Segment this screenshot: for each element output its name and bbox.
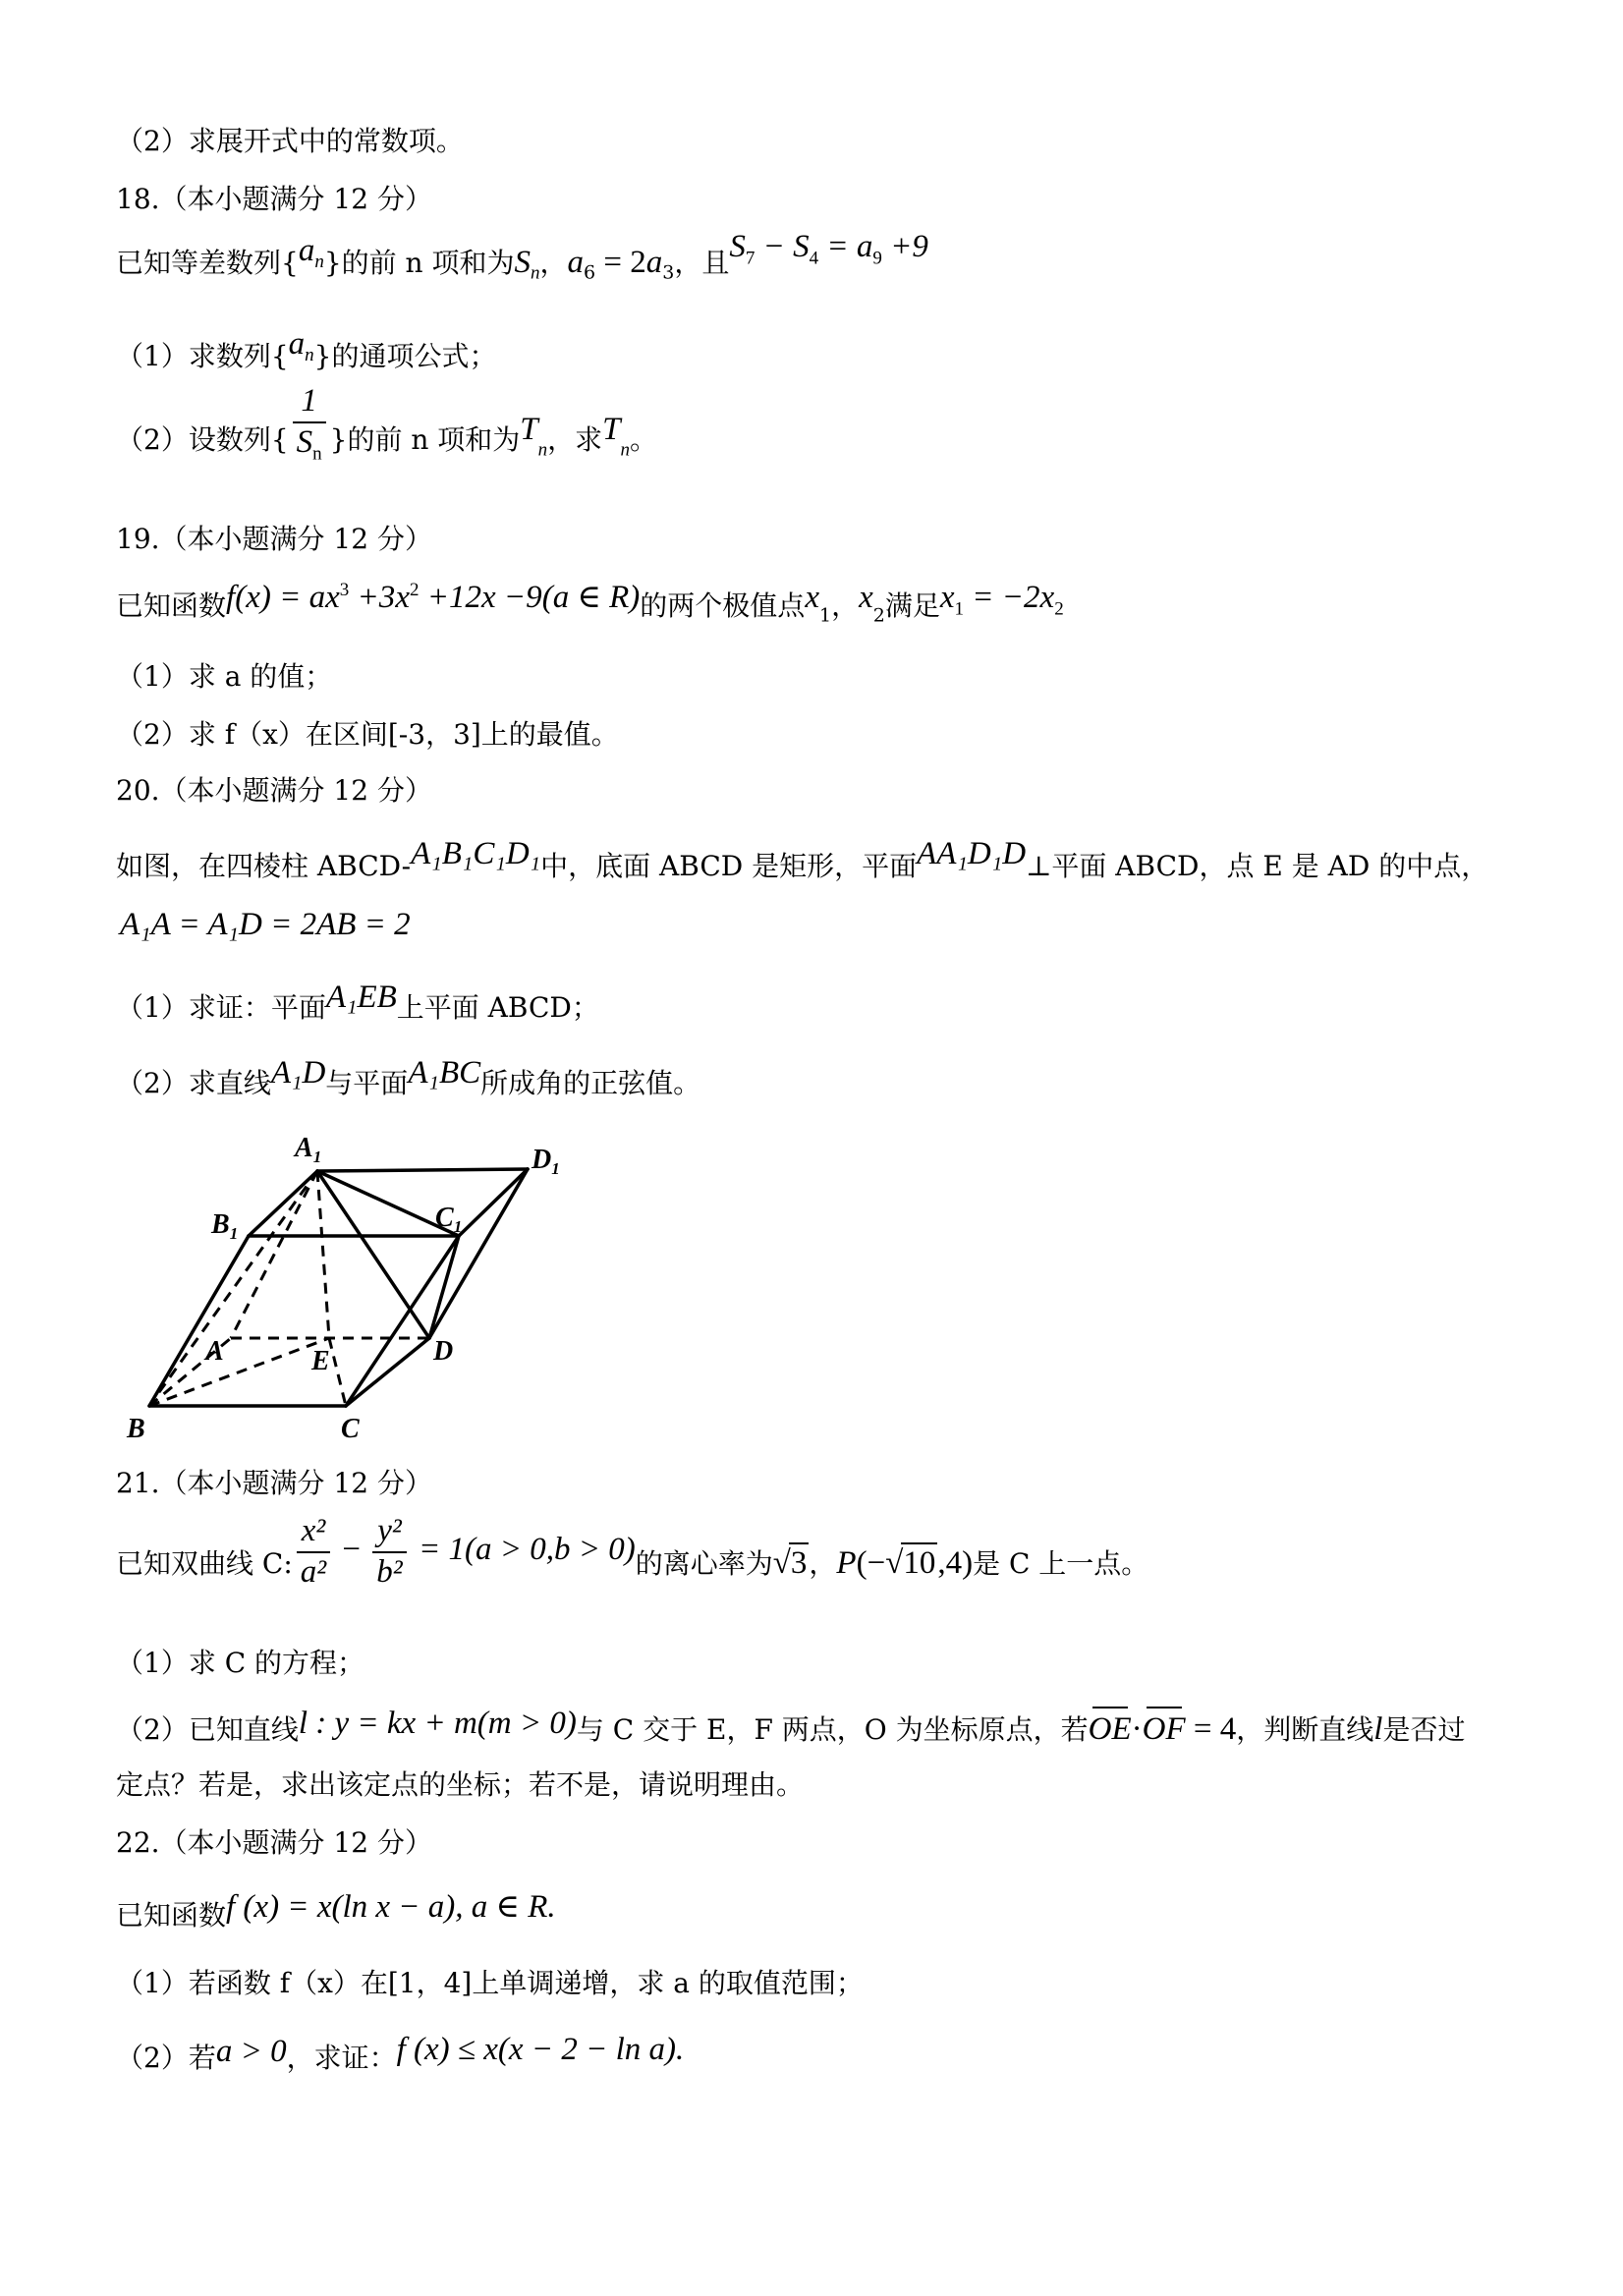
- q20-part1: （1）求证：平面A₁EB上平面 ABCD；: [116, 980, 599, 1024]
- q17-part2: （2）求展开式中的常数项。: [116, 125, 464, 157]
- edge-C1C: [346, 1236, 459, 1406]
- q20-heading: 20.（本小题满分 12 分）: [116, 774, 432, 807]
- q18-stem: 已知等差数列$\{a_n\}$的前 n 项和为$S_n$，$a_6 = 2a_3$，且$S_7 - S_4 = a_9 +9$: [116, 229, 928, 284]
- edge-A1A-hidden: [231, 1171, 317, 1338]
- q21-part2: （2）已知直线l : y = kx + m(m > 0)与 C 交于 E，F 两点，O 为坐标原点，若OE·OF = 4，判断直线l是否过: [116, 1710, 1465, 1750]
- edge-D1D: [429, 1169, 528, 1338]
- q21-part2-cont: 定点？若是，求出该定点的坐标；若不是，请说明理由。: [116, 1768, 805, 1801]
- q21-heading: 21.（本小题满分 12 分）: [116, 1467, 432, 1499]
- edge-BE-hidden: [149, 1338, 329, 1406]
- q19-heading: 19.（本小题满分 12 分）: [116, 523, 432, 555]
- label-D: D: [433, 1336, 454, 1367]
- q22-part1: （1）若函数 f（x）在[1，4]上单调递增，求 a 的取值范围；: [116, 1967, 864, 1999]
- q19-stem: 已知函数$f(x) = ax^3 +3x^2 +12x -9(a$ ∈ R)的两个极值点$x_1$，$x_2$满足$x_1 = -2x_2$: [116, 580, 1064, 627]
- q20-condition: A₁A = A₁D = 2AB = 2: [120, 907, 411, 942]
- q20-stem: 如图，在四棱柱 ABCD-A₁B₁C₁D₁中，底面 ABCD 是矩形，平面AA₁D₁D⊥平面 ABCD，点 E 是 AD 的中点，: [116, 836, 1489, 882]
- q21-part1: （1）求 C 的方程；: [116, 1647, 365, 1679]
- edge-C1D: [429, 1236, 459, 1338]
- q22-part2: （2）若a > 0，求证：f (x) ≤ x(x − 2 − ln a).: [116, 2032, 685, 2074]
- edge-A1B-hidden: [149, 1171, 317, 1406]
- label-A: A: [205, 1336, 224, 1367]
- q20-part2: （2）求直线A₁D与平面A₁BC所成角的正弦值。: [116, 1055, 701, 1099]
- q22-stem: 已知函数f (x) = x(ln x − a), a ∈ R.: [116, 1889, 556, 1932]
- q19-part2: （2）求 f（x）在区间[-3，3]上的最值。: [116, 718, 619, 751]
- q18-heading: 18.（本小题满分 12 分）: [116, 183, 432, 215]
- edge-CD: [346, 1338, 429, 1406]
- label-C: C: [341, 1414, 360, 1444]
- edge-EC-hidden: [329, 1338, 346, 1406]
- label-E: E: [311, 1346, 330, 1376]
- label-A1: $A_1$: [295, 1133, 322, 1166]
- edge-A1E-hidden: [317, 1171, 329, 1338]
- edge-A1D1: [317, 1169, 528, 1171]
- prism-figure: [123, 1127, 565, 1451]
- q19-part1: （1）求 a 的值；: [116, 660, 333, 693]
- edge-A1B1: [249, 1171, 317, 1236]
- label-B: B: [127, 1414, 145, 1444]
- q21-stem: 已知双曲线 C: $\frac{\text{x²}}{\text{a²}}$ − $\frac{\text{y²}}{\text{b²}}$ = 1(a > 0,b > 0)的离心率为√3，P(−√10,4)是 C 上一点。: [116, 1526, 1148, 1605]
- label-B1: $B_1$: [211, 1209, 239, 1243]
- q18-part2: （2）设数列{ $\frac{1}{S_n}$ }的前 n 项和为$T_n$，求$T_n$。: [116, 383, 658, 465]
- label-C1: $C_1$: [435, 1203, 463, 1236]
- q22-heading: 22.（本小题满分 12 分）: [116, 1826, 432, 1859]
- label-D1: $D_1$: [532, 1145, 560, 1178]
- edge-B1B: [149, 1236, 249, 1406]
- q18-part1: （1）求数列$\{a_n\}$的通项公式；: [116, 326, 497, 372]
